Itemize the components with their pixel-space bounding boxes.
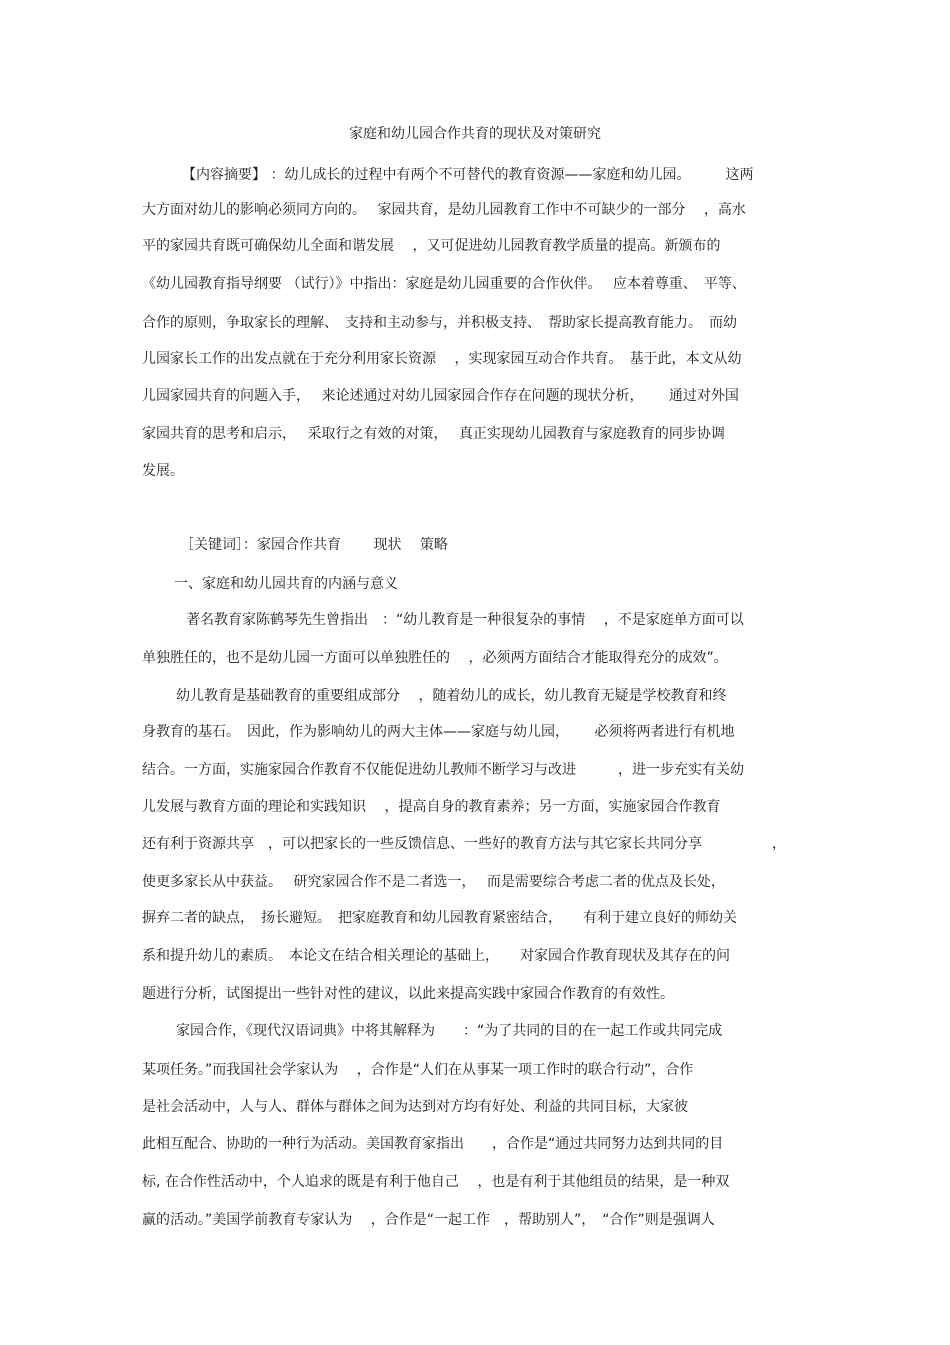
body-line: 此相互配合、协助的一种行为活动。美国教育家指出 ，合作是“通过共同努力达到共同的目 xyxy=(142,1136,724,1152)
abstract-line: 平的家园共育既可确保幼儿全面和谐发展 ，又可促进幼儿园教育教学质量的提高。新颁布的 xyxy=(142,238,721,254)
body-line: 赢的活动。”美国学前教育专家认为 ，合作是“一起工作 ，帮助别人”， “合作”则是强调人 xyxy=(142,1212,715,1228)
body-line: 家园合作，《现代汉语词典》中将其解释为 ：“为了共同的目的在一起工作或共同完成 xyxy=(176,1023,723,1039)
abstract-line: 【内容摘要】 ：幼儿成长的过程中有两个不可替代的教育资源——家庭和幼儿园。 这两 xyxy=(182,167,754,183)
body-line: 系和提升幼儿的素质。 本论文在结合相关理论的基础上， 对家园合作教育现状及其存在的问 xyxy=(142,948,730,964)
body-line: 幼儿教育是基础教育的重要组成部分 ，随着幼儿的成长，幼儿教育无疑是学校教育和终 xyxy=(176,688,727,704)
keywords-line: ［关键词］：家园合作共育 现状 策略 xyxy=(180,537,448,553)
body-line: 题进行分析，试图提出一些针对性的建议，以此来提高实践中家园合作教育的有效性。 xyxy=(142,986,674,1002)
body-line: 某项任务。”而我国社会学家认为 ，合作是“人们在从事某一项工作时的联合行动”，合作 xyxy=(142,1062,694,1078)
body-line: 摒弃二者的缺点， 扬长避短。 把家庭教育和幼儿园教育紧密结合， 有利于建立良好的师幼关 xyxy=(142,910,737,926)
body-line: 著名教育家陈鹤琴先生曾指出 ：“幼儿教育是一种很复杂的事情 ，不是家庭单方面可以 xyxy=(186,612,744,628)
body-line: 结合。一方面，实施家园合作教育不仅能促进幼儿教师不断学习与改进 ，进一步充实有关幼 xyxy=(142,762,744,778)
abstract-line: 发展。 xyxy=(142,463,184,479)
section-heading: 一、家庭和幼儿园共育的内涵与意义 xyxy=(174,576,398,592)
abstract-line: 儿园家园共育的问题入手， 来论述通过对幼儿园家园合作存在问题的现状分析， 通过对外国 xyxy=(142,388,739,404)
body-line: 还有利于资源共享 ，可以把家长的一些反馈信息、一些好的教育方法与其它家长共同分享 ， xyxy=(142,836,786,852)
body-line: 标, 在合作性活动中，个人追求的既是有利于他自己 ，也是有利于其他组员的结果，是一种双 xyxy=(142,1174,730,1190)
body-line: 使更多家长从中获益。 研究家园合作不是二者选一， 而是需要综合考虑二者的优点及长处， xyxy=(142,874,725,890)
body-line: 单独胜任的，也不是幼儿园一方面可以单独胜任的 ，必须两方面结合才能取得充分的成效”。 xyxy=(142,650,728,666)
abstract-line: 大方面对幼儿的影响必须同方向的。 家园共育，是幼儿园教育工作中不可缺少的一部分 ，高水 xyxy=(142,202,746,218)
body-line: 儿发展与教育方面的理论和实践知识 ，提高自身的教育素养；另一方面，实施家园合作教育 xyxy=(142,799,721,815)
body-line: 是社会活动中，人与人、群体与群体之间为达到对方均有好处、利益的共同目标，大家彼 xyxy=(142,1099,688,1115)
abstract-line: 家园共育的思考和启示， 采取行之有效的对策， 真正实现幼儿园教育与家庭教育的同步协调 xyxy=(142,426,725,442)
abstract-line: 《幼儿园教育指导纲要 （试行）》中指出：家庭是幼儿园重要的合作伙伴。 应本着尊重、 平等、 xyxy=(142,276,746,292)
document-title: 家庭和幼儿园合作共育的现状及对策研究 xyxy=(349,126,601,142)
body-line: 身教育的基石。 因此，作为影响幼儿的两大主体——家庭与幼儿园， 必须将两者进行有机地 xyxy=(142,724,735,740)
abstract-line: 合作的原则，争取家长的理解、 支持和主动参与，并积极支持、 帮助家长提高教育能力。 而幼 xyxy=(142,315,737,331)
abstract-line: 儿园家长工作的出发点就在于充分利用家长资源 ，实现家园互动合作共育。 基于此，本文从幼 xyxy=(142,351,742,367)
